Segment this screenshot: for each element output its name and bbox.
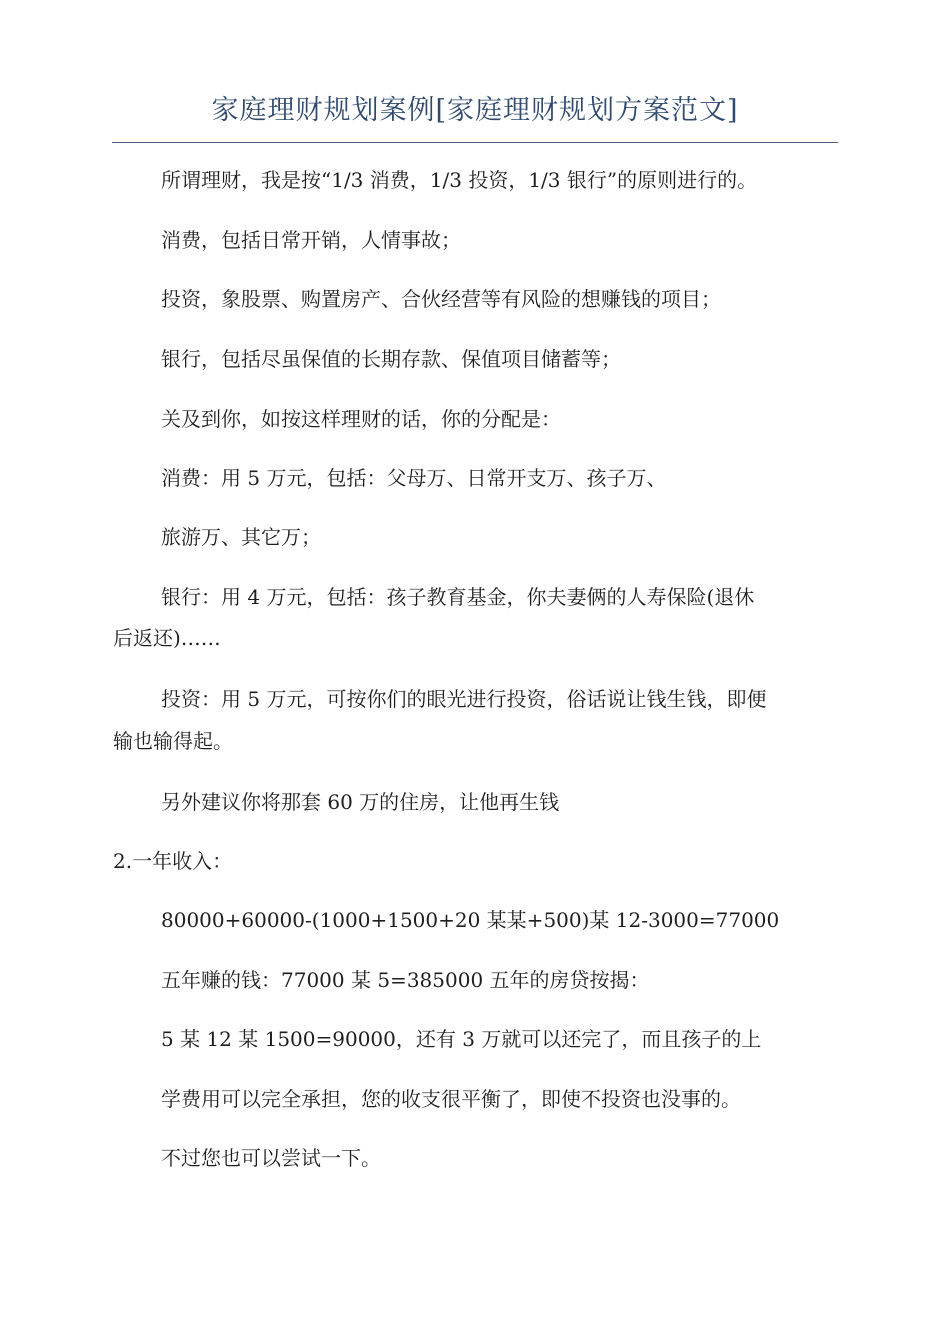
paragraph-line: 银行：用 4 万元，包括：孩子教育基金，你夫妻俩的人寿保险(退休	[161, 585, 755, 609]
paragraph-line: 消费，包括日常开销，人情事故；	[161, 228, 461, 252]
paragraph-line: 关及到你，如按这样理财的话，你的分配是：	[161, 407, 561, 431]
section-heading: 2.一年收入：	[113, 849, 233, 873]
formula-line: 5 某 12 某 1500=90000，还有 3 万就可以还完了，而且孩子的上	[161, 1027, 762, 1051]
paragraph-line: 投资，象股票、购置房产、合伙经营等有风险的想赚钱的项目；	[161, 287, 721, 311]
formula-line: 五年赚的钱：77000 某 5=385000 五年的房贷按揭：	[161, 968, 650, 992]
paragraph-line: 消费：用 5 万元，包括：父母万、日常开支万、孩子万、	[161, 466, 667, 490]
paragraph-line: 投资：用 5 万元，可按你们的眼光进行投资，俗话说让钱生钱，即便	[161, 687, 767, 711]
paragraph-line: 所谓理财，我是按“1/3 消费，1/3 投资，1/3 银行”的原则进行的。	[161, 168, 758, 192]
paragraph-line: 不过您也可以尝试一下。	[161, 1146, 381, 1170]
paragraph-line: 输也输得起。	[113, 729, 233, 753]
paragraph-line: 后返还)……	[113, 626, 221, 650]
paragraph-line: 银行，包括尽虽保值的长期存款、保值项目储蓄等；	[161, 347, 621, 371]
formula-line: 80000+60000-(1000+1500+20 某某+500)某 12-3000=77000	[161, 908, 780, 932]
paragraph-line: 旅游万、其它万；	[161, 525, 321, 549]
paragraph-line: 另外建议你将那套 60 万的住房，让他再生钱	[161, 790, 560, 814]
document-title: 家庭理财规划案例[家庭理财规划方案范文]	[211, 95, 739, 126]
paragraph-line: 学费用可以完全承担，您的收支很平衡了，即使不投资也没事的。	[161, 1087, 741, 1111]
title-underline	[112, 142, 838, 143]
